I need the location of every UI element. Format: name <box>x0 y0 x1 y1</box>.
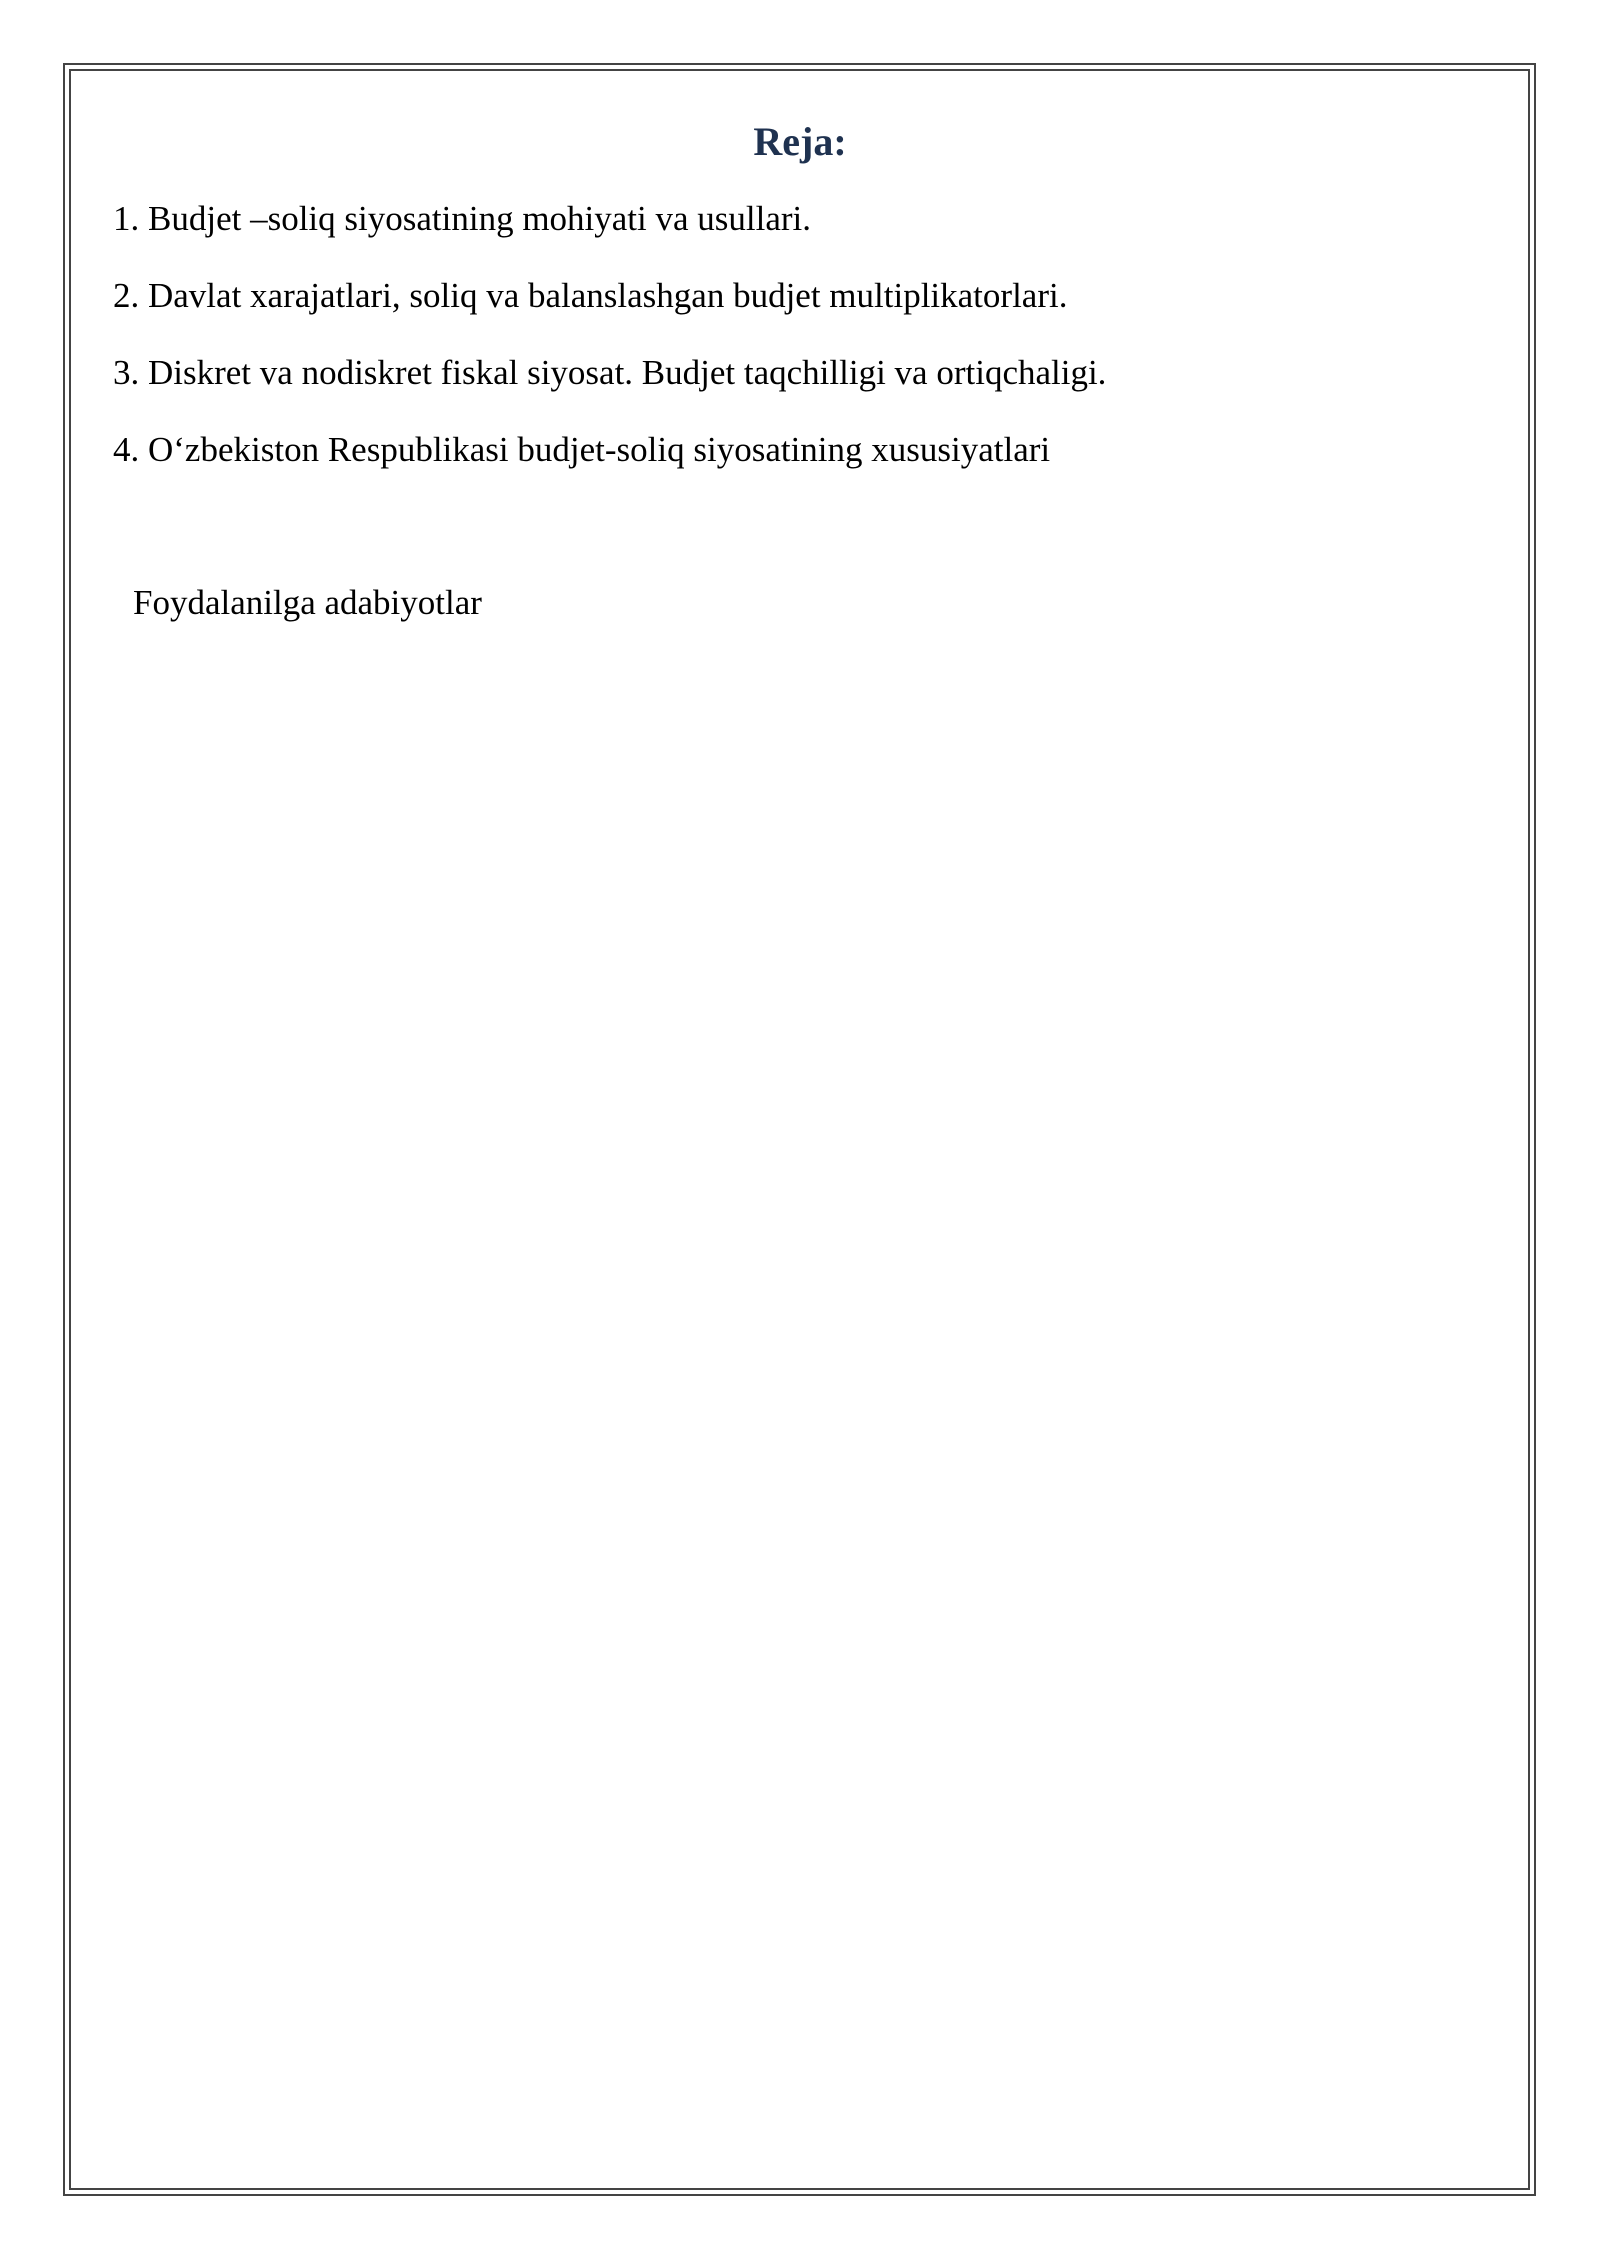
literature-heading: Foydalanilga adabiyotlar <box>133 583 482 622</box>
plan-item-1: 1. Budjet –soliq siyosatining mohiyati va usullari. <box>113 199 812 238</box>
page-title: Reja: <box>753 119 847 164</box>
plan-list <box>113 194 1106 502</box>
plan-item-2: 2. Davlat xarajatlari, soliq va balanslashgan budjet multiplikatorlari. <box>113 276 1068 315</box>
plan-item-3: 3. Diskret va nodiskret fiskal siyosat. Budjet taqchilligi va ortiqchaligi. <box>113 353 1107 392</box>
plan-item-4: 4. O‘zbekiston Respublikasi budjet-soliq siyosatining xususiyatlari <box>113 430 1051 469</box>
